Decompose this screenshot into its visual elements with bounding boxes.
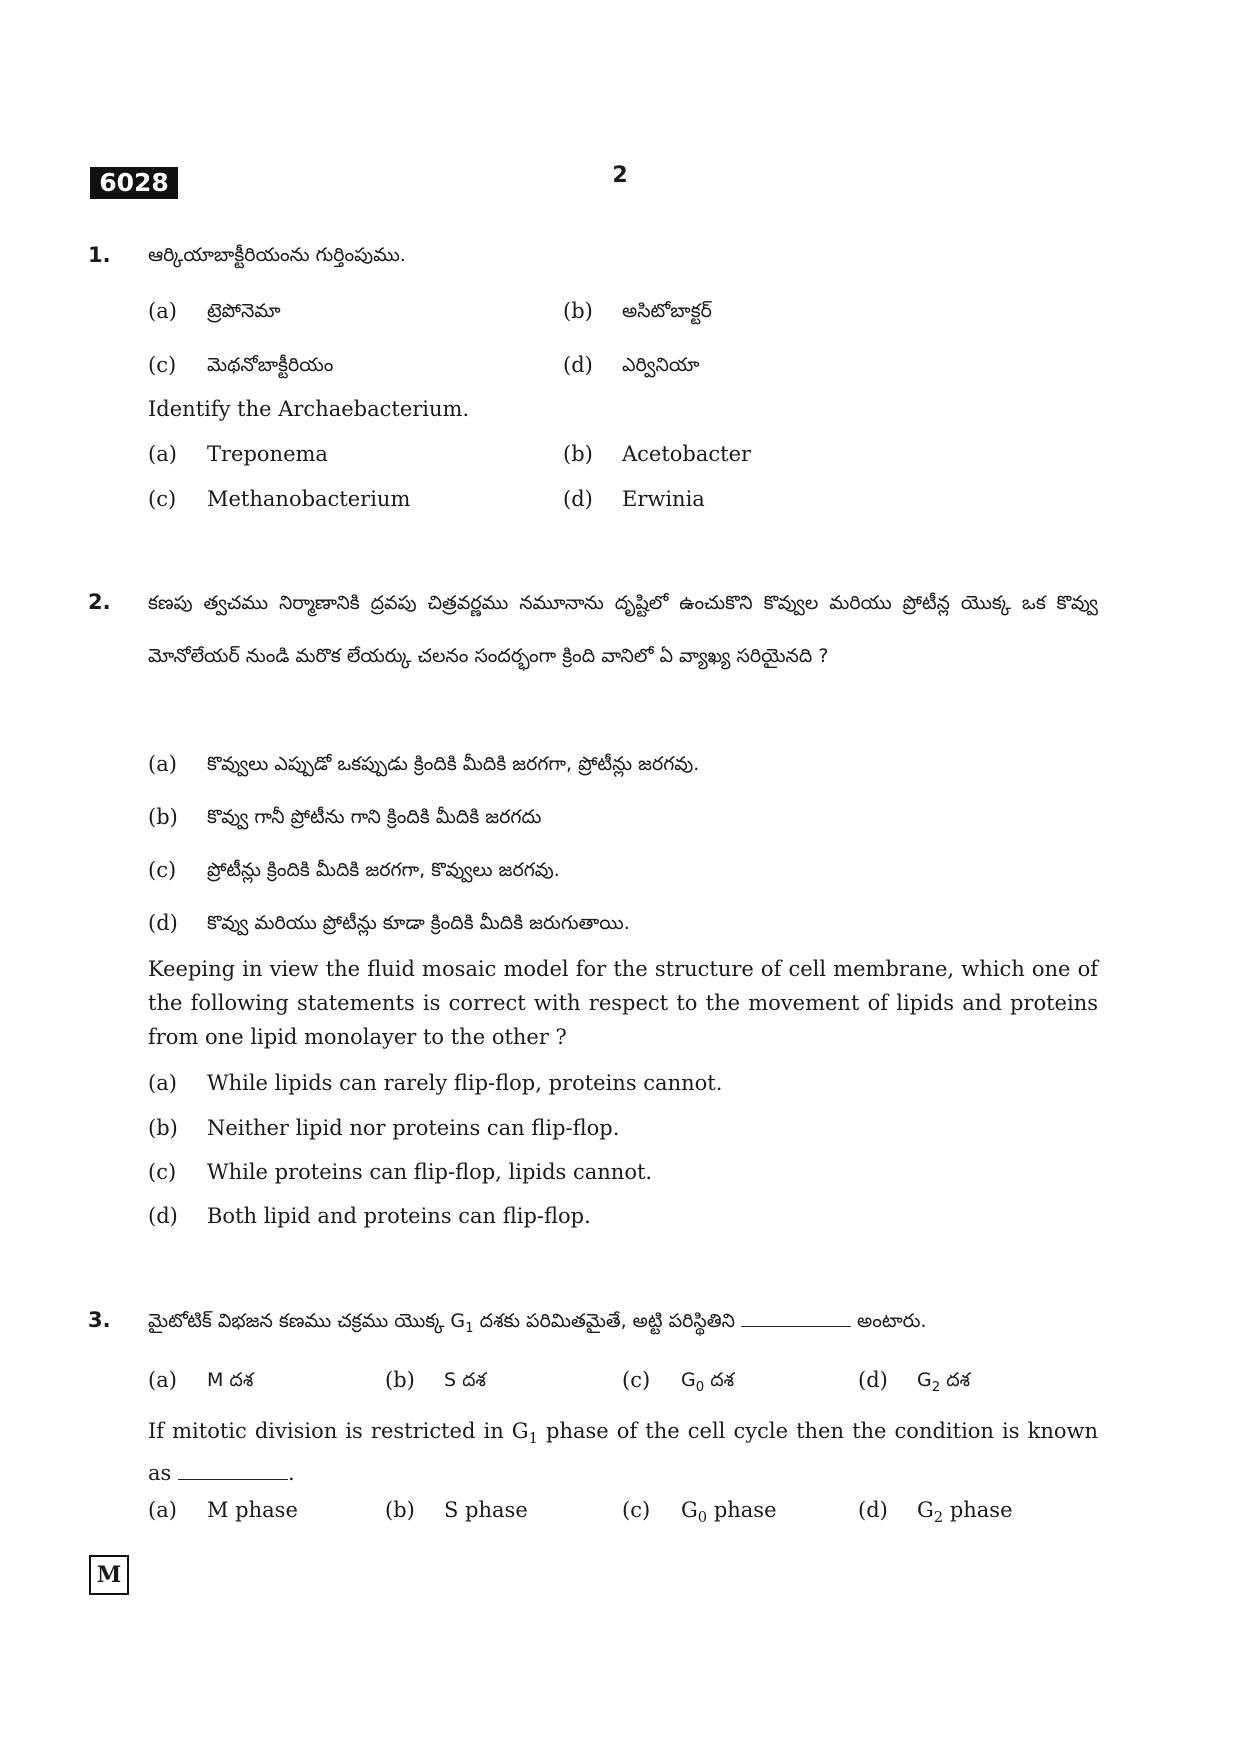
option-label-d: (d): [563, 487, 593, 511]
question-1-english: Identify the Archaebacterium.: [148, 397, 470, 421]
q1-te-option-a: ట్రెపోనెమా: [207, 300, 281, 322]
question-2-english: Keeping in view the fluid mosaic model for the structure of cell membrane, which one of the following statements is correct with respect to the movement of lipids and proteins from one lipid monolayer to the other ?: [148, 957, 1098, 1049]
question-3-english: If mitotic division is restricted in $G_1$ phase of the cell cycle then the condition is known as .: [148, 1419, 1098, 1486]
q2-te-option-a: కొవ్వులు ఎప్పుడో ఒకప్పుడు క్రిందికి మీదికి జరగగా, ప్రోటీన్లు జరగవు.: [207, 753, 700, 775]
q1-en-option-a: Treponema: [207, 442, 328, 466]
answer-blank: [178, 1461, 288, 1480]
q3-te-option-b: S దశ: [444, 1369, 486, 1391]
option-label-c: (c): [622, 1498, 651, 1522]
option-label-b: (b): [148, 805, 178, 829]
q1-en-option-d: Erwinia: [622, 487, 705, 511]
option-label-b: (b): [385, 1368, 415, 1392]
q3-te-option-d: $G_2$ దశ: [917, 1369, 971, 1395]
q3-te-text-before: మైటోటిక్ విభజన కణము చక్రము యొక్క G: [148, 1310, 466, 1332]
option-label-d: (d): [148, 911, 178, 935]
q1-te-option-d: ఎర్వినియా: [622, 354, 700, 376]
q3-en-option-a: M phase: [207, 1498, 298, 1522]
option-label-d: (d): [148, 1204, 178, 1228]
option-label-d: (d): [858, 1368, 888, 1392]
q2-te-option-c: ప్రోటీన్లు క్రిందికి మీదికి జరగగా, కొవ్వులు జరగవు.: [207, 859, 560, 881]
option-label-a: (a): [148, 1368, 177, 1392]
q2-te-option-d: కొవ్వు మరియు ప్రోటీన్లు కూడా క్రిందికి మీదికి జరుగుతాయి.: [207, 912, 630, 934]
option-label-b: (b): [385, 1498, 415, 1522]
option-label-c: (c): [148, 487, 177, 511]
page-number: 2: [612, 163, 628, 188]
q2-te-option-b: కొవ్వు గానీ ప్రోటీను గాని క్రిందికి మీదికి జరగదు: [207, 806, 542, 828]
option-label-c: (c): [148, 858, 177, 882]
option-label-c: (c): [622, 1368, 651, 1392]
question-2-telugu: కణపు త్వచము నిర్మాణానికి ద్రవపు చిత్రవర్ణము నమూనాను దృష్టిలో ఉంచుకొని కొవ్వుల మరియు ప్రోటీన్ల యొక్క ఒక కొవ్వు మోనోలేయర్ నుండి మరొక లేయర్కు చలనం సందర్భంగా క్రింది వానిలో ఏ వ్యాఖ్య సరియైనది ?: [148, 592, 1098, 667]
q3-en-option-b: S phase: [444, 1498, 528, 1522]
q1-en-option-c: Methanobacterium: [207, 487, 411, 511]
option-label-d: (d): [563, 353, 593, 377]
q1-en-option-b: Acetobacter: [622, 442, 752, 466]
q3-en-option-c: $G_0$ phase: [681, 1498, 777, 1527]
option-label-a: (a): [148, 442, 177, 466]
question-3-number: 3.: [88, 1308, 111, 1332]
q3-te-option-c: $G_0$ దశ: [681, 1369, 735, 1395]
q3-te-text-after: దశకు పరిమితమైతే, అట్టి పరిస్థితిని: [473, 1310, 735, 1332]
option-label-a: (a): [148, 1498, 177, 1522]
q3-en-option-d: $G_2$ phase: [917, 1498, 1013, 1527]
option-label-b: (b): [148, 1116, 178, 1140]
q2-en-option-c: While proteins can flip-flop, lipids cannot.: [207, 1160, 653, 1184]
q3-te-option-a: M దశ: [207, 1369, 254, 1391]
answer-blank: [741, 1308, 851, 1327]
option-label-a: (a): [148, 1071, 177, 1095]
q2-en-option-a: While lipids can rarely flip-flop, proteins cannot.: [207, 1071, 723, 1095]
option-label-b: (b): [563, 442, 593, 466]
paper-code: 6028: [90, 167, 178, 199]
option-label-c: (c): [148, 1160, 177, 1184]
question-1-number: 1.: [88, 243, 111, 267]
option-label-a: (a): [148, 752, 177, 776]
q3-te-text-end: అంటారు.: [857, 1310, 927, 1332]
q1-te-option-b: అసిటోబాక్టర్: [622, 300, 712, 322]
option-label-a: (a): [148, 299, 177, 323]
medium-mark-box: M: [89, 1555, 129, 1595]
q3-te-subscript: 1: [465, 1320, 474, 1336]
question-1-telugu: ఆర్కియాబాక్టీరియంను గుర్తింపుము.: [148, 244, 406, 266]
option-label-c: (c): [148, 353, 177, 377]
q1-te-option-c: మెథనోబాక్టీరియం: [207, 354, 334, 376]
question-3-telugu: [148, 1308, 926, 1337]
question-2-number: 2.: [88, 590, 111, 614]
option-label-b: (b): [563, 299, 593, 323]
q2-en-option-d: Both lipid and proteins can flip-flop.: [207, 1204, 591, 1228]
q2-en-option-b: Neither lipid nor proteins can flip-flop.: [207, 1116, 620, 1140]
option-label-d: (d): [858, 1498, 888, 1522]
